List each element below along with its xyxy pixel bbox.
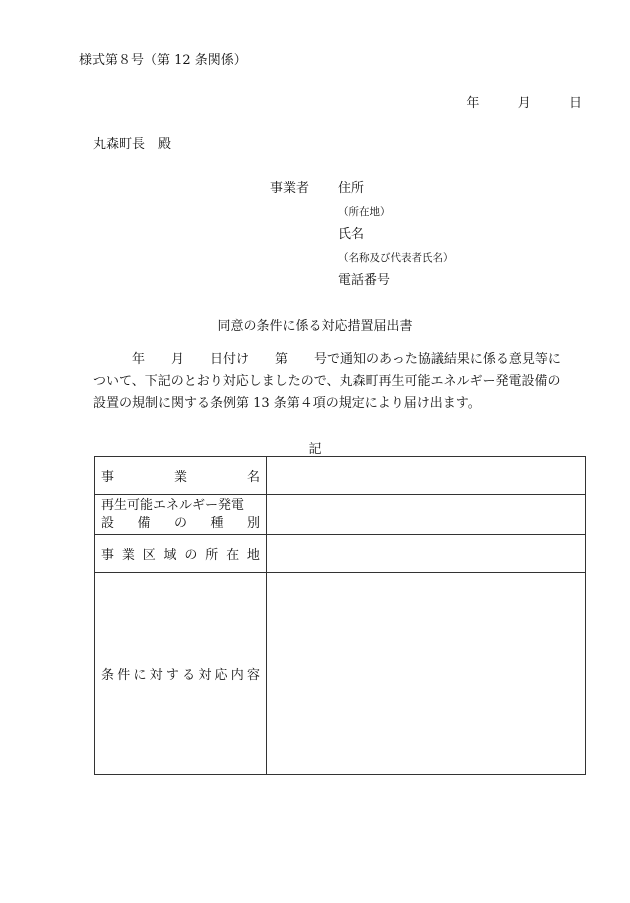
table-row — [95, 495, 586, 535]
label-char: 種 — [210, 515, 224, 531]
project-location-label — [95, 535, 267, 573]
date-day: 日 — [568, 96, 582, 111]
response-content-field[interactable] — [267, 573, 586, 775]
project-name-field[interactable] — [267, 457, 586, 495]
applicant-label: 事業者 — [270, 181, 310, 196]
name-note: （名称及び代表者氏名） — [338, 252, 454, 264]
label-char: 業 — [121, 548, 135, 563]
response-content-label — [95, 573, 267, 775]
body-text — [93, 349, 593, 415]
label-char: 対 — [198, 668, 212, 683]
body-line-3: 設置の規制に関する条例第 13 条第４項の規定により届け出ます。 — [93, 396, 481, 411]
spread-row3 — [101, 544, 260, 563]
addressee: 丸森町長 殿 — [93, 137, 172, 152]
table-row — [95, 457, 586, 495]
date-line — [466, 92, 582, 111]
name-label: 氏名 — [338, 227, 365, 242]
project-location-field[interactable] — [267, 535, 586, 573]
label-char: 名 — [246, 470, 260, 485]
address-label: 住所 — [338, 181, 365, 196]
label-char: 内 — [230, 668, 244, 683]
address-note: （所在地） — [338, 206, 391, 218]
label-char: 業 — [173, 470, 187, 485]
label-char: 応 — [214, 668, 228, 683]
label-char: 在 — [226, 548, 240, 563]
label-char: る — [182, 668, 196, 683]
label-char: の — [184, 548, 198, 563]
form-number: 様式第８号（第 12 条関係） — [79, 53, 247, 68]
label-char: 別 — [246, 515, 260, 531]
spread-row4 — [101, 664, 260, 683]
body-line-1: 年 月 日付け 第 号で通知のあった協議結果に係る意見等に — [93, 352, 561, 367]
label-char: 容 — [246, 668, 260, 683]
equipment-type-field[interactable] — [267, 495, 586, 535]
equipment-type-label — [95, 495, 267, 535]
label-char: 設 — [101, 515, 115, 531]
table-row — [95, 573, 586, 775]
form-table — [94, 456, 586, 775]
label-char: 事 — [101, 548, 115, 563]
label-char: 条 — [101, 668, 115, 683]
date-year: 年 — [466, 96, 480, 111]
spread-row2 — [101, 515, 260, 533]
ki-heading: 記 — [308, 442, 322, 457]
table-row — [95, 535, 586, 573]
label-char: す — [165, 668, 179, 683]
body-line-2: ついて、下記のとおり対応しましたので、丸森町再生可能エネルギー発電設備の — [93, 374, 561, 389]
label-char: 所 — [205, 548, 219, 563]
document-title: 同意の条件に係る対応措置届出書 — [217, 319, 413, 334]
label-char: の — [173, 515, 187, 531]
label-char: に — [133, 668, 147, 683]
applicant-block — [270, 177, 454, 293]
label-char: 件 — [117, 668, 131, 683]
label-char: 区 — [142, 548, 156, 563]
phone-label: 電話番号 — [338, 273, 391, 288]
equipment-type-label-top: 再生可能エネルギー発電 — [101, 497, 245, 513]
spread-row1 — [101, 466, 260, 485]
label-char: 域 — [163, 548, 177, 563]
date-month: 月 — [517, 96, 531, 111]
label-char: 備 — [137, 515, 151, 531]
project-name-label — [95, 457, 267, 495]
label-char: 対 — [149, 668, 163, 683]
label-char: 地 — [246, 548, 260, 563]
label-char: 事 — [101, 470, 115, 485]
